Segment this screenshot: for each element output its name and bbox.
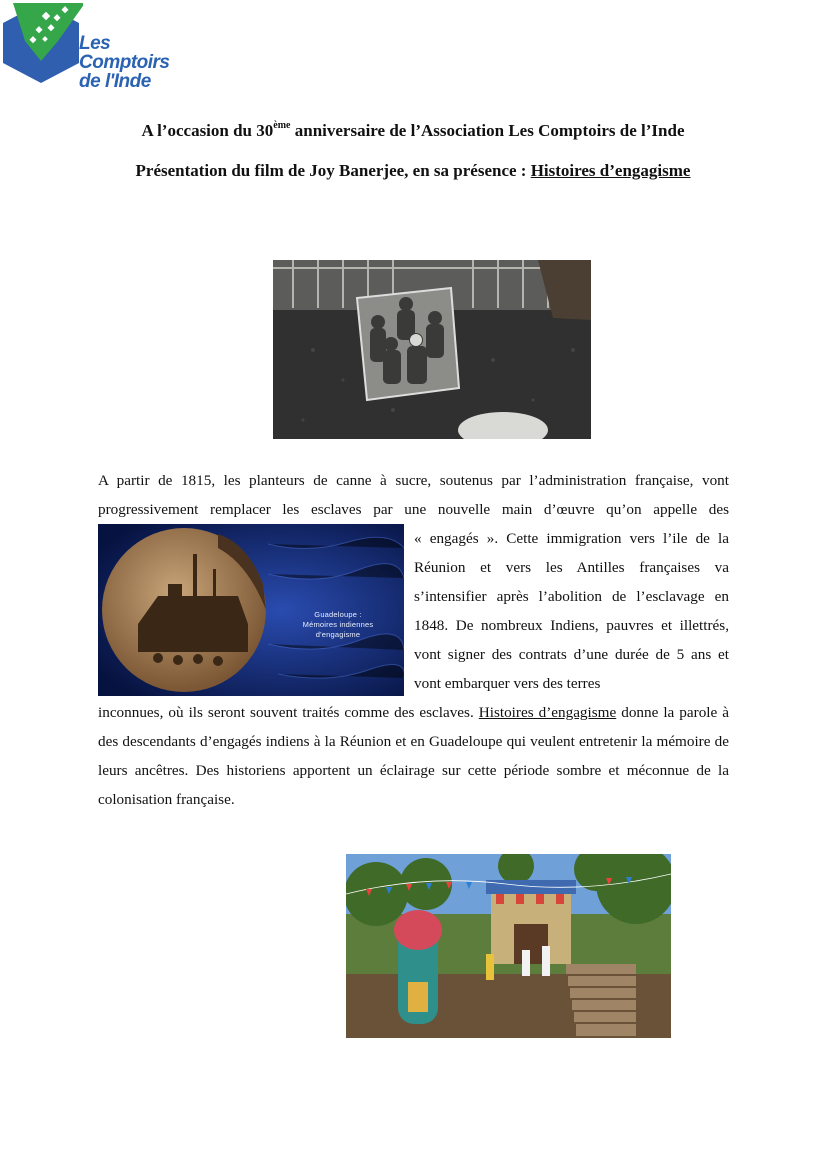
overlay-line-1: Guadeloupe : bbox=[314, 610, 362, 619]
comptoirs-logo-icon bbox=[3, 3, 83, 85]
overlay-line-3: d'engagisme bbox=[315, 630, 361, 639]
overlay-line-2: Mémoires indiennes bbox=[302, 620, 374, 629]
subtitle-text: Présentation du film de Joy Banerjee, en sa présence : bbox=[135, 161, 531, 180]
page-subtitle bbox=[0, 161, 826, 181]
photo-film-title-frame bbox=[98, 524, 404, 696]
photo-old-portrait bbox=[273, 260, 591, 439]
title-part-2: anniversaire de l’Association Les Comptoirs de l’Inde bbox=[290, 121, 685, 140]
paragraph-continuation bbox=[98, 698, 729, 814]
title-superscript: ème bbox=[273, 120, 291, 131]
paragraph-rest-2: donne la parole à des descendants d’engagés indiens à la Réunion et en Guadeloupe qui veulent entretenir la mémoire de leurs ancêtres. Des historiens apportent un éclairage sur cette période sombre et méconnue de la colonisation française. bbox=[98, 704, 729, 808]
film-title-inline: Histoires d’engagisme bbox=[478, 704, 617, 721]
title-part-1: A l’occasion du 30 bbox=[141, 121, 274, 140]
logo-text bbox=[79, 34, 193, 91]
association-logo bbox=[3, 3, 193, 92]
paragraph-line-1: A partir de 1815, les planteurs de canne à sucre, soutenus par l’administration française, vont bbox=[98, 472, 729, 489]
film-title-overlay bbox=[293, 610, 383, 640]
page-title bbox=[0, 120, 826, 141]
paragraph-line-2: progressivement remplacer les esclaves par une nouvelle main d’œuvre qu’on appelle des bbox=[98, 501, 729, 518]
photo-temple-festival bbox=[346, 854, 671, 1038]
paragraph-side-text: « engagés ». Cette immigration vers l’ile de la Réunion et vers les Antilles françaises va s’intensifier après l’abolition de l’esclavage en 1848. De nombreux Indiens, pauvres et illettrés, vont signer des contrats d’une durée de 5 ans et vont embarquer vers des terres bbox=[414, 530, 729, 692]
paragraph-rest-1: inconnues, où ils seront souvent traités comme des esclaves. bbox=[98, 704, 479, 721]
film-title: Histoires d’engagisme bbox=[530, 161, 691, 180]
logo-line-1: Les Comptoirs bbox=[79, 33, 170, 73]
logo-line-2: de l'Inde bbox=[79, 71, 151, 92]
